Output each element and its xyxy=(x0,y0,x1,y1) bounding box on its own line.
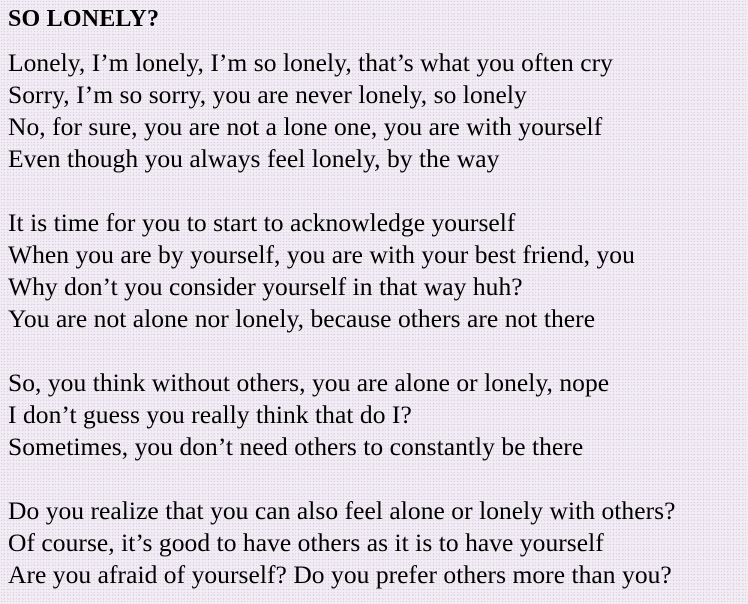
stanza-2 xyxy=(8,207,746,335)
poem-line: No, for sure, you are not a lone one, you are with yourself xyxy=(8,112,603,141)
poem-line: Of course, it’s good to have others as it is to have yourself xyxy=(8,528,604,557)
poem-line: It is time for you to start to acknowledge yourself xyxy=(8,208,516,237)
poem-line: Sometimes, you don’t need others to constantly be there xyxy=(8,432,584,461)
poem-line: When you are by yourself, you are with your best friend, you xyxy=(8,240,635,269)
poem-document xyxy=(8,3,746,591)
poem-line: I don’t guess you really think that do I? xyxy=(8,400,412,429)
stanza-1 xyxy=(8,47,746,175)
poem-line: Why don’t you consider yourself in that way huh? xyxy=(8,272,523,301)
poem-line: So, you think without others, you are alone or lonely, nope xyxy=(8,368,610,397)
stanza-3 xyxy=(8,367,746,463)
poem-line: You are not alone nor lonely, because others are not there xyxy=(8,304,596,333)
poem-line: Do you realize that you can also feel alone or lonely with others? xyxy=(8,496,676,525)
poem-line: Lonely, I’m lonely, I’m so lonely, that’s what you often cry xyxy=(8,48,613,77)
stanza-4 xyxy=(8,495,746,591)
poem-body xyxy=(8,47,746,591)
poem-line: Even though you always feel lonely, by the way xyxy=(8,144,500,173)
poem-line: Are you afraid of yourself? Do you prefer others more than you? xyxy=(8,560,672,589)
poem-title: SO LONELY? xyxy=(8,6,160,32)
poem-line: Sorry, I’m so sorry, you are never lonely, so lonely xyxy=(8,80,527,109)
